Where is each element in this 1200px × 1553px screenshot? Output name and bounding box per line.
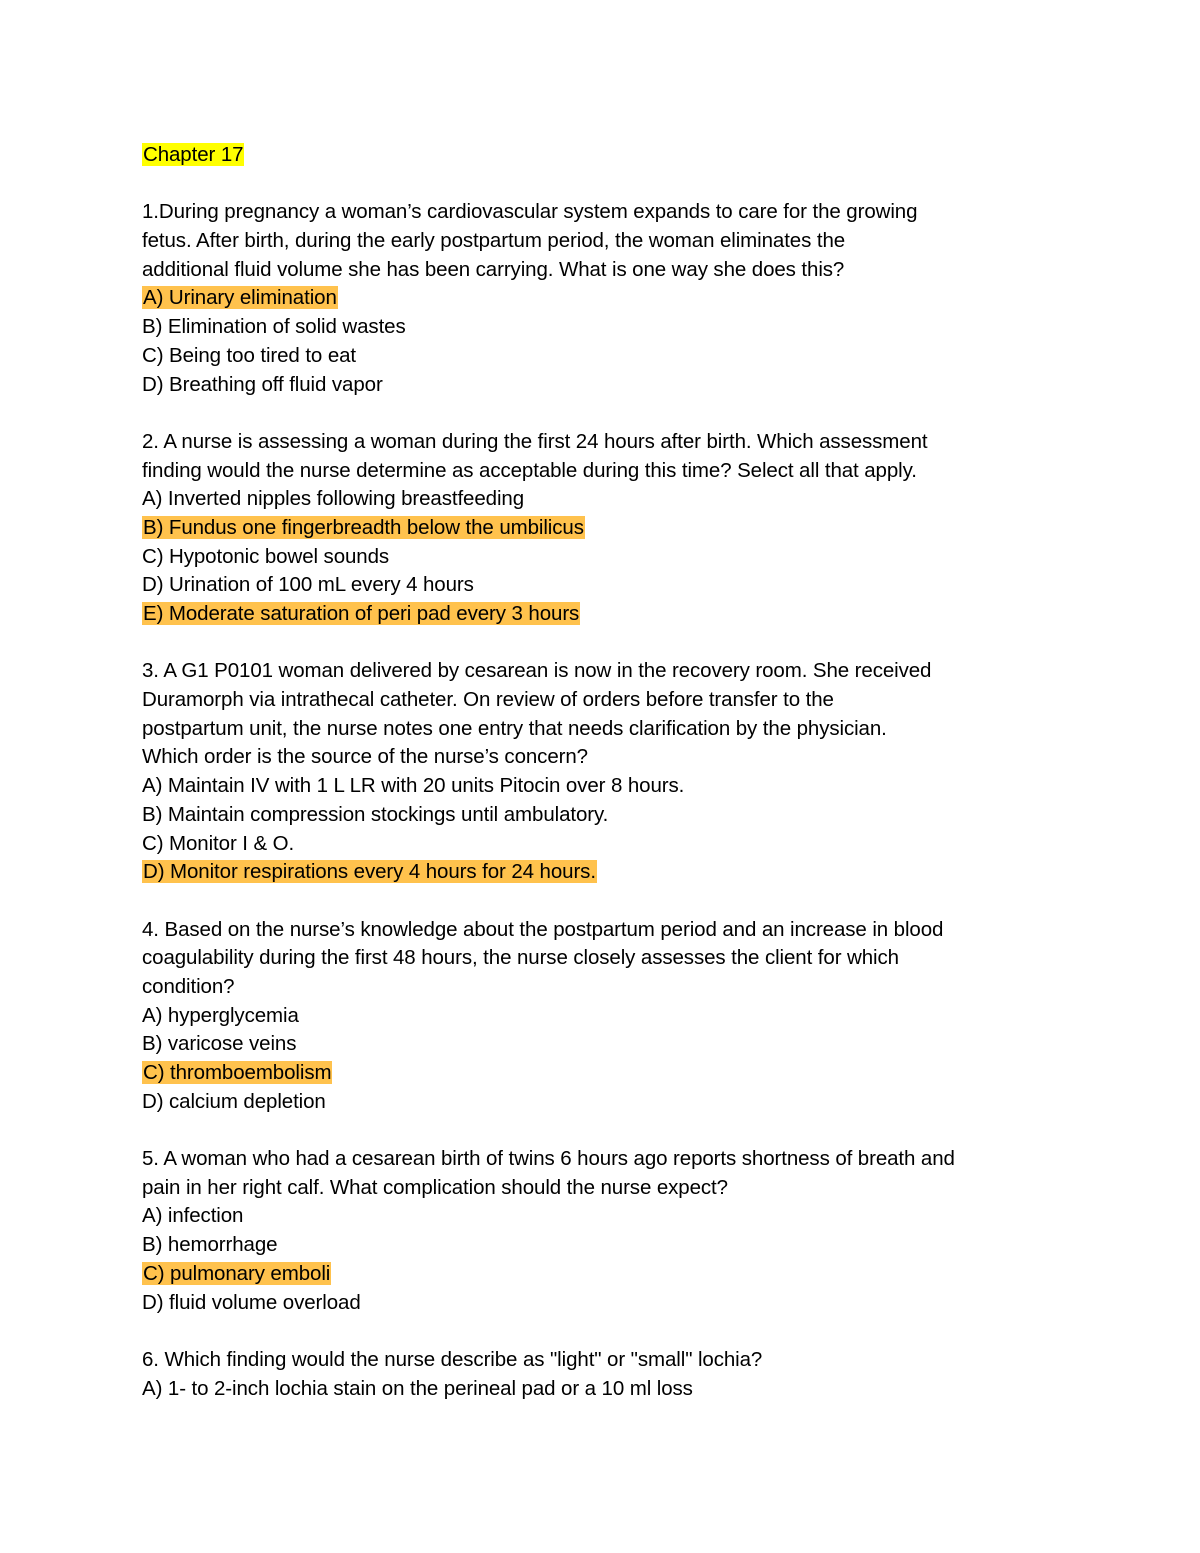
- answer-option: [142, 514, 1042, 543]
- answer-option: D) fluid volume overload: [142, 1290, 361, 1314]
- answer-option: A) hyperglycemia: [142, 1003, 299, 1027]
- answer-option: C) Being too tired to eat: [142, 343, 357, 367]
- question-stem-line: pain in her right calf. What complication should the nurse expect?: [142, 1175, 728, 1199]
- question-stem-line: 5. A woman who had a cesarean birth of twins 6 hours ago reports shortness of breath and: [142, 1147, 955, 1171]
- answer-option: D) calcium depletion: [142, 1089, 326, 1113]
- answer-option: B) Maintain compression stockings until ambulatory.: [142, 802, 609, 826]
- question-6: [142, 1346, 1042, 1403]
- answer-option: A) Inverted nipples following breastfeeding: [142, 487, 525, 511]
- correct-answer-highlight: C) pulmonary emboli: [143, 1261, 331, 1285]
- answer-option: D) Breathing off fluid vapor: [142, 372, 383, 396]
- spacer: [142, 1116, 1042, 1145]
- correct-answer-highlight: B) Fundus one fingerbreadth below the umbilicus: [143, 515, 584, 539]
- document-body: [142, 141, 1042, 1403]
- question-stem-line: 2. A nurse is assessing a woman during the first 24 hours after birth. Which assessment: [142, 429, 928, 453]
- correct-answer-highlight: C) thromboembolism: [143, 1061, 332, 1084]
- answer-option: D) Urination of 100 mL every 4 hours: [142, 573, 474, 597]
- chapter-title: Chapter 17: [143, 143, 244, 166]
- spacer: [142, 399, 1042, 428]
- question-stem-line: Which order is the source of the nurse’s concern?: [142, 745, 588, 769]
- answer-option: A) 1- to 2-inch lochia stain on the perineal pad or a 10 ml loss: [142, 1376, 693, 1400]
- question-stem-line: Duramorph via intrathecal catheter. On review of orders before transfer to the: [142, 688, 834, 712]
- question-2: [142, 428, 1042, 629]
- answer-option: [142, 600, 1042, 629]
- answer-option: [142, 1260, 1042, 1289]
- answer-option: [142, 858, 1042, 887]
- answer-option: B) hemorrhage: [142, 1233, 278, 1257]
- question-stem-line: 6. Which finding would the nurse describe as "light" or "small" lochia?: [142, 1347, 763, 1371]
- answer-option: [142, 1059, 1042, 1088]
- question-stem-line: additional fluid volume she has been carrying. What is one way she does this?: [142, 257, 845, 281]
- question-stem-line: postpartum unit, the nurse notes one entry that needs clarification by the physician.: [142, 716, 887, 740]
- spacer: [142, 170, 1042, 199]
- spacer: [142, 629, 1042, 658]
- question-5: [142, 1145, 1042, 1317]
- correct-answer-highlight: E) Moderate saturation of peri pad every 3 hours: [143, 602, 580, 625]
- question-stem-line: condition?: [142, 974, 235, 998]
- answer-option: A) Maintain IV with 1 L LR with 20 units Pitocin over 8 hours.: [142, 774, 685, 798]
- answer-option: C) Hypotonic bowel sounds: [142, 544, 390, 568]
- question-stem-line: coagulability during the first 48 hours, the nurse closely assesses the client for which: [142, 946, 899, 970]
- answer-option: B) varicose veins: [142, 1032, 297, 1056]
- question-stem-line: fetus. After birth, during the early postpartum period, the woman eliminates the: [142, 229, 846, 253]
- answer-option: C) Monitor I & O.: [142, 831, 295, 855]
- answer-option: A) infection: [142, 1204, 244, 1228]
- chapter-heading: [142, 141, 1042, 170]
- question-1: [142, 198, 1042, 399]
- question-stem-line: 4. Based on the nurse’s knowledge about the postpartum period and an increase in blood: [142, 917, 944, 941]
- correct-answer-highlight: A) Urinary elimination: [143, 286, 337, 310]
- question-stem-line: finding would the nurse determine as acceptable during this time? Select all that apply.: [142, 458, 917, 482]
- spacer: [142, 887, 1042, 916]
- correct-answer-highlight: D) Monitor respirations every 4 hours for 24 hours.: [143, 860, 596, 884]
- question-4: [142, 916, 1042, 1117]
- question-stem-line: 1.During pregnancy a woman’s cardiovascular system expands to care for the growing: [142, 200, 918, 224]
- answer-option: B) Elimination of solid wastes: [142, 315, 406, 339]
- question-stem-line: 3. A G1 P0101 woman delivered by cesarean is now in the recovery room. She received: [142, 659, 932, 683]
- question-3: [142, 657, 1042, 887]
- spacer: [142, 1317, 1042, 1346]
- answer-option: [142, 284, 1042, 313]
